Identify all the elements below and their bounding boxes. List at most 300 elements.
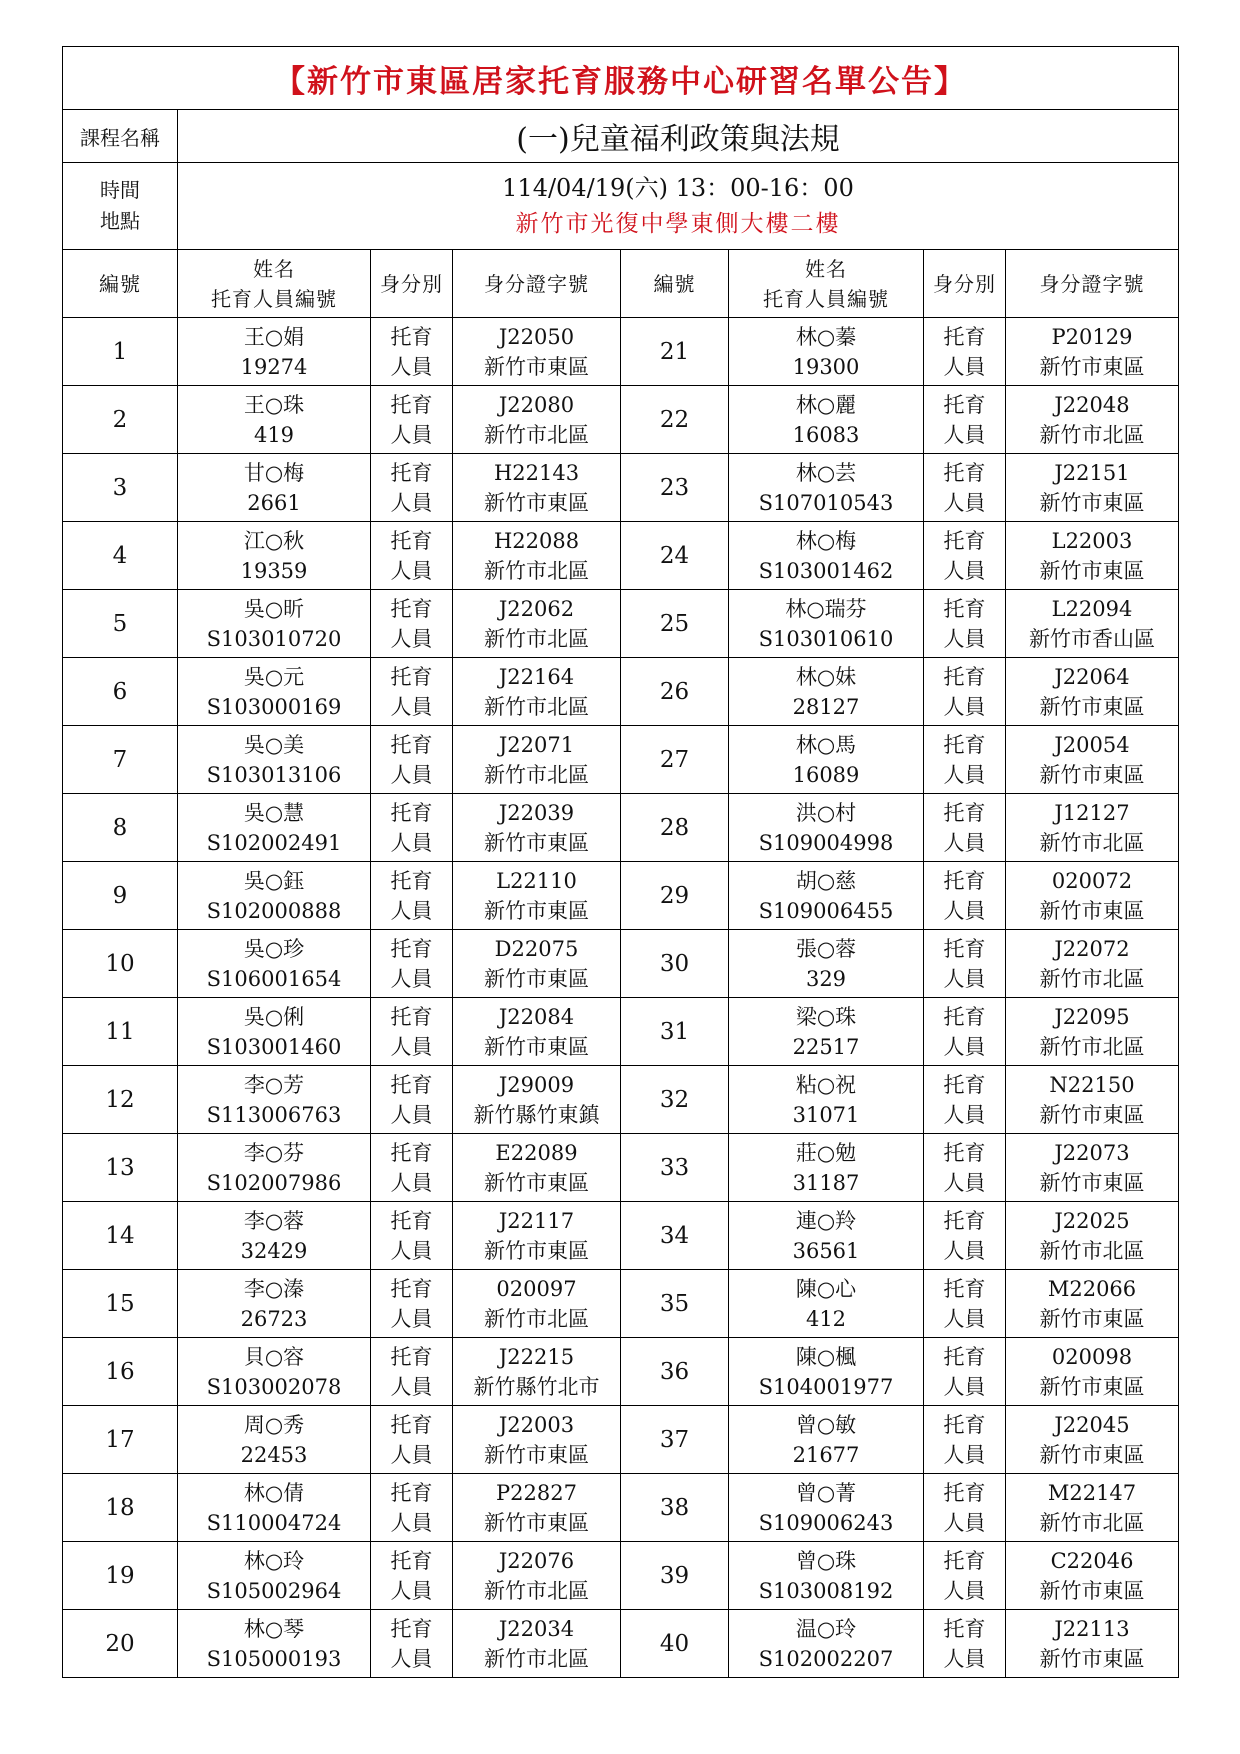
record-number: 40 [621,1610,729,1678]
person-id-area [453,1202,621,1270]
cell-line-id: M22066 [1047,1276,1137,1301]
cell-line-role1: 托育 [943,732,986,757]
course-venue: 新竹市光復中學東側大樓二樓 [515,211,841,237]
person-role [924,386,1006,454]
cell-line-name: 貝○容 [243,1344,305,1369]
cell-line-area: 新竹市北區 [1039,1238,1145,1263]
person-role [924,1066,1006,1134]
record-number: 39 [621,1542,729,1610]
person-name-code [178,522,371,590]
table-row [63,1338,1179,1406]
cell-line-role2: 人員 [943,1578,986,1603]
cell-line-area: 新竹市東區 [484,1510,589,1535]
cell-line-name: 陳○心 [795,1276,857,1301]
cell-line-role2: 人員 [943,1034,986,1059]
person-role [924,454,1006,522]
cell-line-role2: 人員 [390,1374,433,1399]
column-header-row [63,250,1179,318]
cell-line-area: 新竹市北區 [1039,422,1145,447]
cell-line-role2: 人員 [943,830,986,855]
cell-line-name: 吳○俐 [243,1004,305,1029]
cell-line-role2: 人員 [390,1238,433,1263]
cell-line-role1: 托育 [943,1072,986,1097]
cell-line-name: 連○羚 [795,1208,857,1233]
cell-line-area: 新竹市北區 [484,1646,589,1671]
person-name-code [178,1542,371,1610]
cell-line-role2: 人員 [390,966,433,991]
cell-line-area: 新竹市北區 [484,762,589,787]
cell-line-area: 新竹市東區 [484,1170,589,1195]
cell-line-area: 新竹市北區 [484,694,589,719]
person-id-area [453,1406,621,1474]
person-role [371,1338,453,1406]
cell-line-name: 林○妹 [795,664,857,689]
cell-line-code: 419 [253,422,295,447]
person-name-code [729,998,924,1066]
record-number: 18 [63,1474,178,1542]
person-id-area [453,454,621,522]
cell-line-name: 林○蓁 [795,324,857,349]
cell-line-name: 李○蓉 [243,1208,305,1233]
person-id-area [1006,454,1179,522]
record-number: 36 [621,1338,729,1406]
cell-line-id: J29009 [498,1072,575,1097]
cell-line-id: L22110 [496,868,577,893]
person-name-code [729,1610,924,1678]
cell-line-area: 新竹市東區 [484,1238,589,1263]
cell-line-area: 新竹市東區 [1039,1646,1145,1671]
person-role [924,726,1006,794]
table-row [63,1474,1179,1542]
person-name-code [729,590,924,658]
person-id-area [453,522,621,590]
cell-line-id: H22088 [493,528,580,553]
cell-line-name: 吳○珍 [243,936,305,961]
person-role [371,998,453,1066]
cell-line-role2: 人員 [943,1170,986,1195]
record-number: 21 [621,318,729,386]
cell-line-role1: 托育 [390,1004,433,1029]
table-row [63,590,1179,658]
record-number: 6 [63,658,178,726]
cell-line-role2: 人員 [390,1578,433,1603]
cell-line-code: S102007986 [206,1170,342,1195]
person-name-code [729,794,924,862]
person-id-area [1006,1474,1179,1542]
person-id-area [1006,1270,1179,1338]
cell-line-role1: 托育 [390,392,433,417]
person-role [371,930,453,998]
person-id-area [453,1542,621,1610]
record-number: 14 [63,1202,178,1270]
person-role [371,1406,453,1474]
cell-line-name: 江○秋 [243,528,305,553]
cell-line-role1: 托育 [390,1480,433,1505]
person-name-code [178,658,371,726]
cell-line-name: 甘○梅 [243,460,305,485]
cell-line-area: 新竹市東區 [484,490,589,515]
person-id-area [453,1610,621,1678]
cell-line-name: 李○芳 [243,1072,305,1097]
cell-line-area: 新竹市北區 [484,422,589,447]
table-row [63,1610,1179,1678]
cell-line-code: S110004724 [206,1510,342,1535]
person-id-area [1006,1338,1179,1406]
person-id-area [453,1134,621,1202]
person-name-code [178,998,371,1066]
person-role [371,1134,453,1202]
cell-line-code: 16083 [792,422,860,447]
cell-line-name: 吳○鈺 [243,868,305,893]
cell-line-name: 曾○菁 [795,1480,857,1505]
record-number: 12 [63,1066,178,1134]
cell-line-role2: 人員 [943,354,986,379]
record-number: 30 [621,930,729,998]
cell-line-id: P20129 [1051,324,1133,349]
cell-line-role1: 托育 [943,1140,986,1165]
cell-line-role2: 人員 [943,626,986,651]
cell-line-area: 新竹市東區 [1039,898,1145,923]
cell-line-role1: 托育 [943,1004,986,1029]
cell-line-code: S103010720 [206,626,342,651]
cell-line-name: 吳○美 [243,732,305,757]
cell-line-code: S102002207 [758,1646,894,1671]
header-no-right: 編號 [621,250,729,318]
course-label: 課程名稱 [63,110,178,163]
cell-line-id: J22034 [498,1616,575,1641]
person-id-area [1006,1542,1179,1610]
cell-line-area: 新竹市北區 [1039,1510,1145,1535]
header-no: 編號 [63,250,178,318]
cell-line-role2: 人員 [390,626,433,651]
cell-line-area: 新竹市北區 [1039,966,1145,991]
person-role [924,1338,1006,1406]
person-role [924,522,1006,590]
cell-line-area: 新竹市東區 [1039,1442,1145,1467]
table-row [63,1066,1179,1134]
cell-line-area: 新竹縣竹北市 [473,1374,600,1399]
cell-line-id: L22094 [1051,596,1133,621]
cell-line-code: S105000193 [206,1646,342,1671]
cell-line-code: S109006243 [758,1510,894,1535]
cell-line-name: 胡○慈 [795,868,857,893]
person-name-code [178,1406,371,1474]
cell-line-code: S103013106 [206,762,342,787]
cell-line-role2: 人員 [943,1374,986,1399]
time-label: 時間 [100,178,140,202]
cell-line-role2: 人員 [390,694,433,719]
cell-line-area: 新竹市東區 [1039,558,1145,583]
cell-line-code: 21677 [792,1442,860,1467]
table-row [63,1202,1179,1270]
cell-line-role1: 托育 [943,1616,986,1641]
cell-line-code: S103000169 [206,694,342,719]
person-role [924,1542,1006,1610]
cell-line-role2: 人員 [943,490,986,515]
person-role [371,454,453,522]
header-id-right: 身分證字號 [1006,250,1179,318]
table-row [63,522,1179,590]
person-role [371,1474,453,1542]
cell-line-role1: 托育 [390,324,433,349]
header-role: 身分別 [371,250,453,318]
cell-line-code: S103010610 [758,626,894,651]
cell-line-role2: 人員 [943,1238,986,1263]
cell-line-role1: 托育 [943,596,986,621]
person-role [371,318,453,386]
person-id-area [1006,1202,1179,1270]
cell-line-role2: 人員 [390,1442,433,1467]
cell-line-role1: 托育 [390,1208,433,1233]
cell-line-id: J22072 [1054,936,1130,961]
header-name-line2: 托育人員編號 [211,286,337,311]
cell-line-code: S103002078 [206,1374,342,1399]
cell-line-role1: 托育 [390,1548,433,1573]
cell-line-code: 22517 [792,1034,860,1059]
cell-line-name: 吳○元 [243,664,305,689]
cell-line-area: 新竹市北區 [484,626,589,651]
person-role [924,998,1006,1066]
cell-line-code: 28127 [792,694,860,719]
cell-line-code: S107010543 [758,490,894,515]
person-name-code [178,726,371,794]
header-id: 身分證字號 [453,250,621,318]
cell-line-code: S103001460 [206,1034,342,1059]
person-id-area [453,726,621,794]
record-number: 4 [63,522,178,590]
person-id-area [453,658,621,726]
cell-line-area: 新竹市東區 [1039,490,1145,515]
cell-line-name: 王○娟 [243,324,305,349]
cell-line-role1: 托育 [390,528,433,553]
person-role [924,590,1006,658]
person-role [371,1202,453,1270]
cell-line-role2: 人員 [390,490,433,515]
cell-line-id: 020098 [1051,1344,1133,1369]
table-row [63,1542,1179,1610]
record-number: 23 [621,454,729,522]
person-name-code [729,862,924,930]
cell-line-id: L22003 [1051,528,1133,553]
cell-line-role1: 托育 [390,664,433,689]
cell-line-role1: 托育 [390,596,433,621]
course-datetime: 114/04/19(六) 13：00-16：00 [502,174,854,202]
person-role [371,658,453,726]
cell-line-area: 新竹市東區 [1039,1374,1145,1399]
cell-line-name: 吳○昕 [243,596,305,621]
person-name-code [729,318,924,386]
person-name-code [729,1270,924,1338]
person-id-area [453,1474,621,1542]
cell-line-id: J22025 [1054,1208,1130,1233]
cell-line-role1: 托育 [943,1548,986,1573]
cell-line-id: J22045 [1054,1412,1130,1437]
cell-line-role1: 托育 [390,1072,433,1097]
person-name-code [729,454,924,522]
cell-line-id: J22073 [1054,1140,1130,1165]
cell-line-code: S104001977 [758,1374,894,1399]
cell-line-role2: 人員 [390,1034,433,1059]
cell-line-area: 新竹市東區 [1039,1170,1145,1195]
cell-line-role1: 托育 [943,1344,986,1369]
person-role [371,726,453,794]
person-role [924,930,1006,998]
table-row [63,862,1179,930]
record-number: 17 [63,1406,178,1474]
cell-line-id: J22113 [1054,1616,1130,1641]
person-id-area [1006,522,1179,590]
person-name-code [178,862,371,930]
header-name-line2-right: 托育人員編號 [763,286,889,311]
cell-line-role1: 托育 [943,324,986,349]
person-name-code [729,930,924,998]
cell-line-role1: 托育 [390,732,433,757]
cell-line-area: 新竹市東區 [1039,1102,1145,1127]
cell-line-role2: 人員 [390,422,433,447]
record-number: 22 [621,386,729,454]
person-role [371,590,453,658]
person-role [924,318,1006,386]
record-number: 11 [63,998,178,1066]
record-number: 35 [621,1270,729,1338]
table-row [63,930,1179,998]
person-id-area [1006,1134,1179,1202]
person-role [371,1542,453,1610]
person-name-code [729,1406,924,1474]
person-name-code [178,590,371,658]
cell-line-id: J22039 [498,800,575,825]
cell-line-id: J22064 [1054,664,1130,689]
cell-line-role2: 人員 [390,1170,433,1195]
record-number: 38 [621,1474,729,1542]
person-id-area [453,998,621,1066]
person-name-code [729,1202,924,1270]
cell-line-role1: 托育 [943,1276,986,1301]
person-id-area [1006,318,1179,386]
cell-line-id: J22062 [498,596,575,621]
cell-line-name: 林○梅 [795,528,857,553]
record-number: 33 [621,1134,729,1202]
record-number: 9 [63,862,178,930]
person-id-area [453,862,621,930]
cell-line-code: 22453 [240,1442,308,1467]
person-role [924,862,1006,930]
person-id-area [1006,590,1179,658]
header-name-line1-right: 姓名 [805,256,847,281]
record-number: 24 [621,522,729,590]
cell-line-role2: 人員 [943,694,986,719]
header-name-right [729,250,924,318]
record-number: 10 [63,930,178,998]
person-id-area [453,386,621,454]
person-id-area [1006,794,1179,862]
record-number: 19 [63,1542,178,1610]
cell-line-id: 020072 [1051,868,1133,893]
table-row [63,726,1179,794]
record-number: 25 [621,590,729,658]
cell-line-code: 412 [805,1306,847,1331]
person-id-area [1006,862,1179,930]
header-name-line1: 姓名 [253,256,295,281]
person-id-area [453,590,621,658]
cell-line-role2: 人員 [943,1306,986,1331]
cell-line-name: 林○琴 [243,1616,305,1641]
cell-line-role1: 托育 [943,1208,986,1233]
cell-line-role1: 托育 [943,1480,986,1505]
person-role [371,862,453,930]
cell-line-area: 新竹市東區 [484,966,589,991]
cell-line-role2: 人員 [943,1442,986,1467]
person-role [924,1202,1006,1270]
cell-line-id: D22075 [494,936,579,961]
cell-line-role2: 人員 [390,830,433,855]
person-role [924,794,1006,862]
cell-line-code: S113006763 [206,1102,342,1127]
cell-line-id: J22117 [498,1208,575,1233]
person-id-area [453,794,621,862]
person-id-area [1006,998,1179,1066]
cell-line-name: 林○瑞芬 [785,596,867,621]
cell-line-role1: 托育 [943,460,986,485]
cell-line-id: H22143 [493,460,580,485]
cell-line-code: 26723 [240,1306,308,1331]
cell-line-id: J22071 [498,732,575,757]
person-name-code [178,1202,371,1270]
cell-line-role2: 人員 [943,422,986,447]
cell-line-role2: 人員 [390,354,433,379]
page-title: 【新竹市東區居家托育服務中心研習名單公告】 [63,47,1179,110]
cell-line-role1: 托育 [943,868,986,893]
roster-table [62,46,1179,1678]
cell-line-id: P22827 [496,1480,577,1505]
person-name-code [178,794,371,862]
record-number: 26 [621,658,729,726]
cell-line-role2: 人員 [943,558,986,583]
record-number: 32 [621,1066,729,1134]
person-role [924,1406,1006,1474]
cell-line-name: 温○玲 [795,1616,857,1641]
cell-line-area: 新竹市東區 [1039,354,1145,379]
cell-line-name: 李○溱 [243,1276,305,1301]
table-row [63,386,1179,454]
table-row [63,794,1179,862]
cell-line-area: 新竹市東區 [484,1442,589,1467]
person-name-code [178,454,371,522]
cell-line-role1: 托育 [390,1616,433,1641]
person-id-area [453,1338,621,1406]
cell-line-name: 林○玲 [243,1548,305,1573]
cell-line-role2: 人員 [943,1646,986,1671]
record-number: 15 [63,1270,178,1338]
cell-line-name: 李○芬 [243,1140,305,1165]
person-id-area [453,318,621,386]
cell-line-role2: 人員 [390,558,433,583]
header-name [178,250,371,318]
table-row [63,998,1179,1066]
person-role [371,1610,453,1678]
cell-line-code: 329 [805,966,847,991]
person-role [924,658,1006,726]
cell-line-code: 16089 [792,762,860,787]
cell-line-name: 粘○祝 [795,1072,857,1097]
person-name-code [178,1474,371,1542]
cell-line-role2: 人員 [390,1306,433,1331]
cell-line-area: 新竹市東區 [1039,1578,1145,1603]
cell-line-id: 020097 [496,1276,577,1301]
cell-line-id: J22084 [498,1004,575,1029]
cell-line-id: N22150 [1049,1072,1135,1097]
cell-line-id: J22095 [1054,1004,1130,1029]
